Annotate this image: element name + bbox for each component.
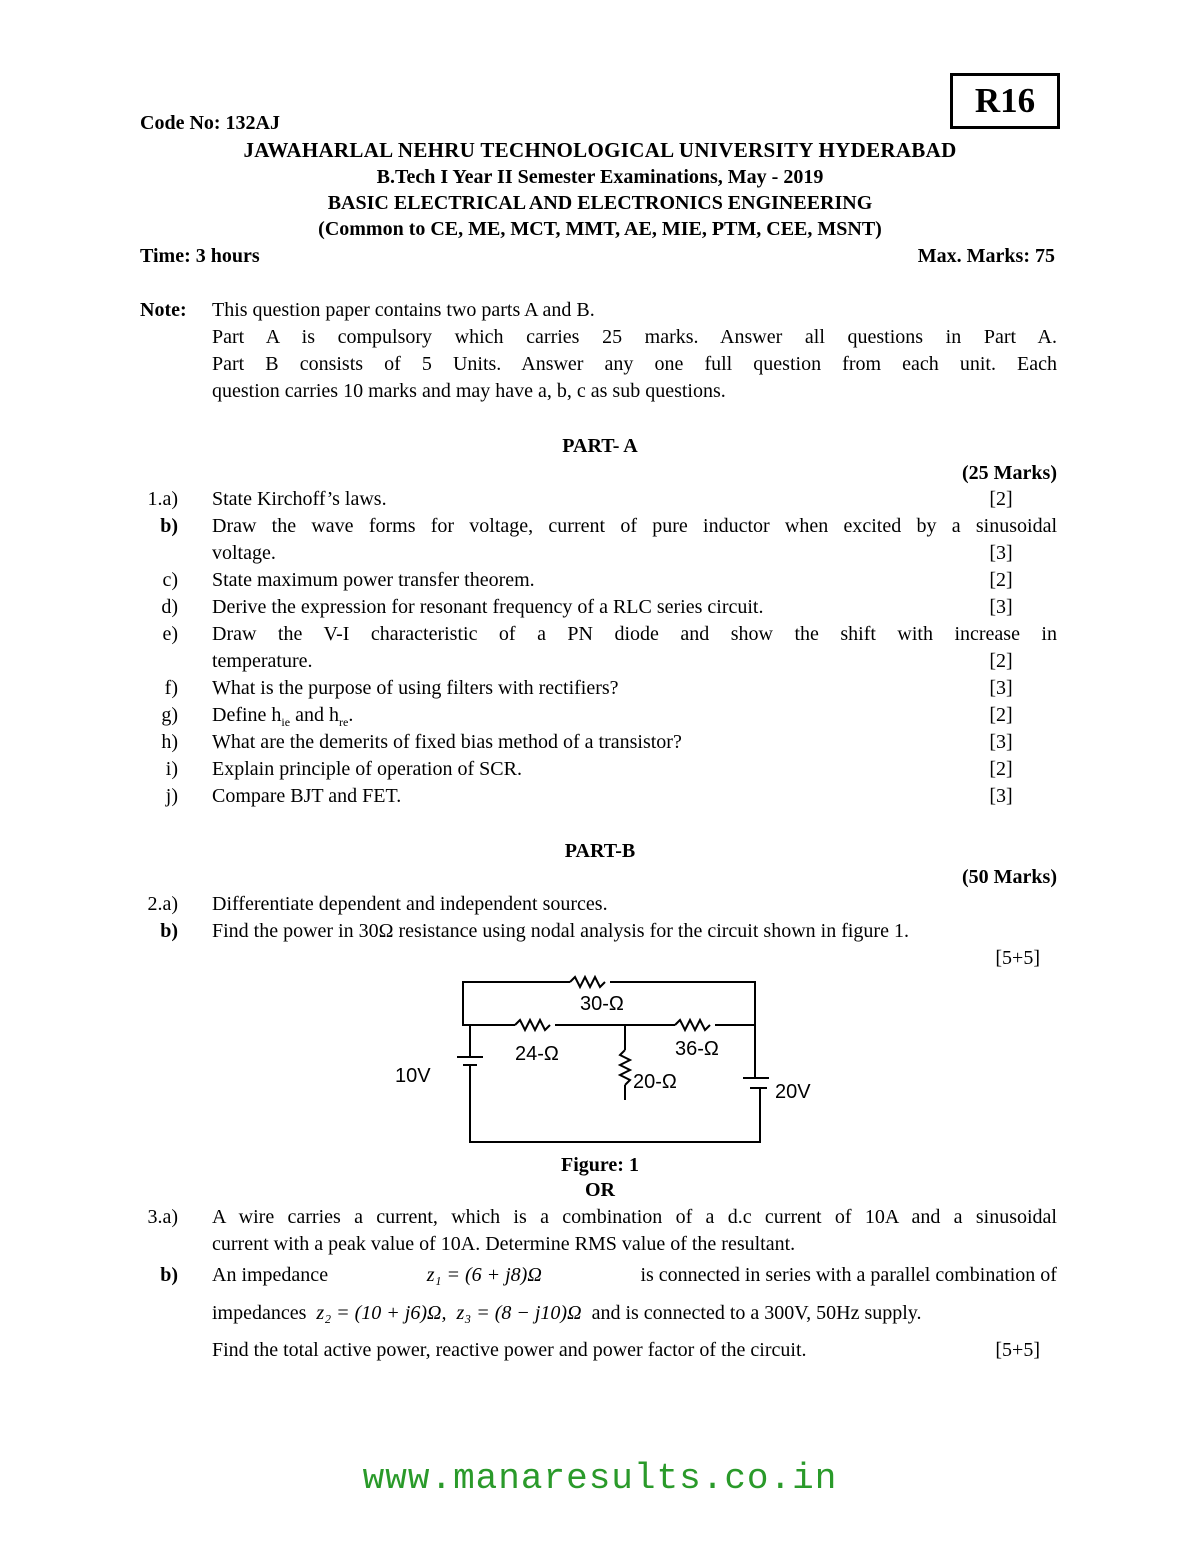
question-text: Differentiate dependent and independent sources. — [212, 893, 608, 915]
question-1a — [0, 486, 1200, 513]
question-text: State Kirchoff’s laws. — [212, 488, 387, 510]
wire — [470, 1065, 760, 1142]
question-marks: [3] — [989, 542, 1013, 564]
wire — [463, 1010, 515, 1025]
question-number: d) — [161, 596, 178, 618]
question-text: Derive the expression for resonant frequency of a RLC series circuit. — [212, 596, 764, 618]
resistor-36-ohm — [675, 1020, 710, 1030]
figure-caption: Figure: 1 — [561, 1154, 639, 1176]
question-1b — [0, 513, 1200, 540]
question-text: Find the total active power, reactive power and power factor of the circuit. — [212, 1339, 807, 1361]
label-30-ohm: 30-Ω — [580, 993, 624, 1015]
question-marks: [2] — [989, 488, 1013, 510]
note-line: question carries 10 marks and may have a, b, c as sub questions. — [212, 380, 726, 402]
note-line: Part A is compulsory which carries 25 marks. Answer all questions in Part A. — [212, 326, 1057, 348]
question-2a — [0, 891, 1200, 918]
question-number: g) — [161, 704, 178, 726]
or-separator: OR — [585, 1179, 615, 1201]
wire — [463, 982, 570, 1010]
label-10v: 10V — [395, 1065, 431, 1087]
question-number: b) — [160, 1264, 178, 1286]
label-20-ohm: 20-Ω — [633, 1071, 677, 1093]
question-1b-cont — [0, 540, 1200, 567]
impedance-z2: z₂ = (10 + j6)Ω, — [316, 1302, 447, 1324]
label-20v: 20V — [775, 1081, 811, 1103]
question-1h — [0, 729, 1200, 756]
question-1e — [0, 621, 1200, 648]
part-a-title: PART- A — [562, 435, 638, 457]
note-line: Part B consists of 5 Units. Answer any one full question from each unit. Each — [212, 353, 1057, 375]
question-1d — [0, 594, 1200, 621]
regulation-badge: R16 — [950, 73, 1060, 129]
question-text: An impedance z₁ = (6 + j8)Ω is connected in series with a parallel combination of — [212, 1262, 1057, 1289]
question-number: 2.a) — [147, 893, 178, 915]
question-marks: [3] — [989, 596, 1013, 618]
question-number: 3.a) — [147, 1206, 178, 1228]
question-text: temperature. — [212, 650, 313, 672]
question-1i — [0, 756, 1200, 783]
impedance-z3: z₃ = (8 − j10)Ω — [456, 1302, 582, 1324]
resistor-30-ohm — [570, 977, 605, 987]
question-3a — [0, 1204, 1200, 1231]
question-1c — [0, 567, 1200, 594]
code-number: Code No: 132AJ — [140, 112, 280, 134]
wire — [610, 982, 755, 1025]
branches: (Common to CE, ME, MCT, MMT, AE, MIE, PTM, CEE, MSNT) — [318, 218, 882, 240]
note-line: This question paper contains two parts A and B. — [212, 299, 595, 321]
question-text: impedances z₂ = (10 + j6)Ω, z₃ = (8 − j10)Ω and is connected to a 300V, 50Hz supply. — [212, 1302, 922, 1324]
part-b-marks: (50 Marks) — [962, 866, 1057, 888]
label-36-ohm: 36-Ω — [675, 1038, 719, 1060]
question-2b — [0, 918, 1200, 945]
question-text: Find the power in 30Ω resistance using nodal analysis for the circuit shown in figure 1. — [212, 920, 909, 942]
question-number: j) — [165, 785, 178, 807]
impedance-z1: z₁ = (6 + j8)Ω — [426, 1264, 542, 1286]
subject-title: BASIC ELECTRICAL AND ELECTRONICS ENGINEERING — [327, 192, 873, 214]
question-number: b) — [160, 920, 178, 942]
question-marks: [5+5] — [995, 947, 1040, 969]
question-number: e) — [162, 623, 178, 645]
question-text: Draw the wave forms for voltage, current of pure inductor when excited by a sinusoidal — [212, 515, 1057, 537]
question-number: 1.a) — [147, 488, 178, 510]
exam-title: B.Tech I Year II Semester Examinations, May - 2019 — [376, 166, 824, 188]
question-marks: [3] — [989, 731, 1013, 753]
label-24-ohm: 24-Ω — [515, 1043, 559, 1065]
question-marks: [2] — [989, 569, 1013, 591]
question-3b — [0, 1262, 1200, 1289]
question-text: What is the purpose of using filters with rectifiers? — [212, 677, 619, 699]
question-marks: [5+5] — [995, 1339, 1040, 1361]
question-text: What are the demerits of fixed bias method of a transistor? — [212, 731, 682, 753]
question-number: c) — [162, 569, 178, 591]
question-text: current with a peak value of 10A. Determine RMS value of the resultant. — [212, 1233, 796, 1255]
time-allowed: Time: 3 hours — [140, 245, 260, 267]
question-marks: [2] — [989, 704, 1013, 726]
question-text: A wire carries a current, which is a combination of a d.c current of 10A and a sinusoidal — [212, 1206, 1057, 1228]
question-number: f) — [164, 677, 178, 699]
question-text: State maximum power transfer theorem. — [212, 569, 535, 591]
question-1j — [0, 783, 1200, 810]
part-a-marks: (25 Marks) — [962, 462, 1057, 484]
question-text: Explain principle of operation of SCR. — [212, 758, 522, 780]
question-number: h) — [161, 731, 178, 753]
question-1g — [0, 702, 1200, 729]
question-3b-line3 — [0, 1337, 1200, 1364]
question-number: i) — [165, 758, 178, 780]
question-marks: [2] — [989, 758, 1013, 780]
question-1f — [0, 675, 1200, 702]
question-1e-cont — [0, 648, 1200, 675]
resistor-24-ohm — [515, 1020, 550, 1030]
question-number: b) — [160, 515, 178, 537]
question-text: Draw the V-I characteristic of a PN diode and show the shift with increase in — [212, 623, 1057, 645]
part-b-title: PART-B — [564, 840, 636, 862]
circuit-figure — [375, 970, 835, 1150]
question-text: Compare BJT and FET. — [212, 785, 402, 807]
question-text: voltage. — [212, 542, 276, 564]
question-3b-line2 — [0, 1300, 1200, 1327]
university-name: JAWAHARLAL NEHRU TECHNOLOGICAL UNIVERSITY HYDERABAD — [243, 138, 957, 162]
footer-url[interactable]: www.manaresults.co.in — [362, 1458, 838, 1499]
question-3a-cont — [0, 1231, 1200, 1258]
question-marks: [2] — [989, 650, 1013, 672]
question-marks: [3] — [989, 677, 1013, 699]
max-marks: Max. Marks: 75 — [917, 245, 1055, 267]
resistor-20-ohm — [620, 1050, 630, 1085]
question-text: Define $h_{ie}$ and $h_{re}$. — [212, 704, 354, 729]
note-label: Note: — [140, 299, 187, 321]
question-marks: [3] — [989, 785, 1013, 807]
